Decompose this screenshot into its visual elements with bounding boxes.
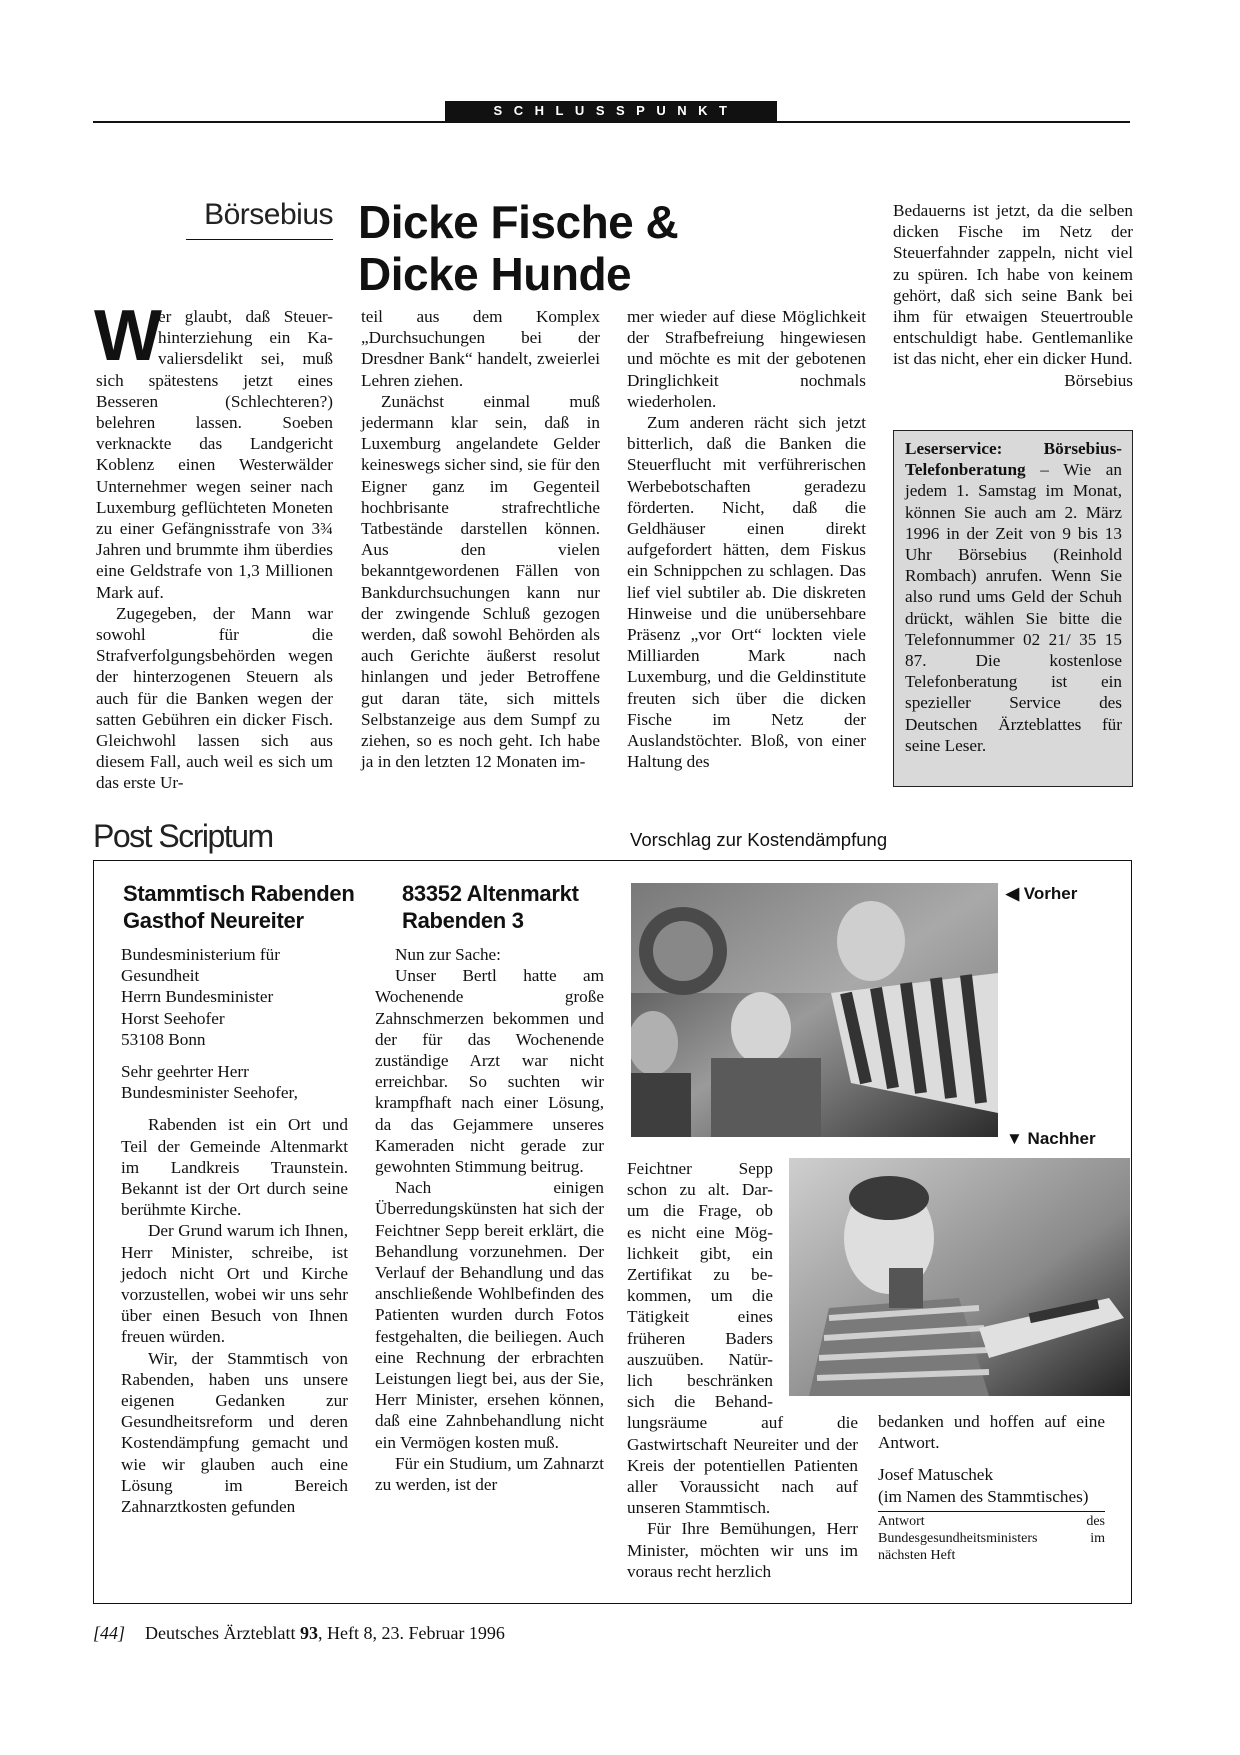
letter-column-3 [627,1158,858,1582]
letterhead-left-line-2: Gasthof Neureiter [123,908,304,933]
footer [93,1623,505,1644]
c3-line: es nicht eine Mög- [627,1222,773,1242]
c3-line: Feichtner Sepp [627,1159,773,1178]
headline-line-1: Dicke Fische & [358,196,679,248]
col3-paragraph-1: mer wieder auf diese Möglichkeit der Strafbefreiung hingewiesen und möchte es mit der gebotenen Dringlichkeit nochmals wiederholen. [627,307,866,411]
c3-line: sich die Behand- [627,1392,773,1412]
column-title-rule [186,239,333,240]
letterhead-right [402,880,579,934]
article-column-2 [361,306,600,772]
headline-line-2: Dicke Hunde [358,248,632,300]
letterhead-left-line-1: Stammtisch Rabenden [123,881,355,906]
salutation-line: Sehr geehrter Herr [121,1062,249,1082]
letterhead-right-line-2: Rabenden 3 [402,908,524,933]
letter-paragraph: Nun zur Sache: [395,945,501,964]
page-number: [44] [93,1623,126,1643]
photo-before [631,883,998,1137]
col3-paragraph-2: Zum anderen rächt sich jetzt bitterlich, daß die Banken die Steuerflucht mit verführerischen Werbebotschaften geradezu förderten. Nicht, daß die Geldhäuser einen direkt aufgefordert hätten, dem Fiskus ein Schnippchen zu schlagen. Das lief viel subtiler ab. Die diskreten Hinweise und die unübersehbare Präsenz „vor Ort“ lockten viele Milliarden Mark nach Luxemburg, und die Geldinstitute freuten sich über die dicken Fische im Netz der Auslandstöchter. Bloß, von einer Haltung des [627,413,866,772]
letter-paragraph: Für ein Studium, um Zahnarzt zu werden, ist der [375,1453,604,1495]
recipient-address [121,944,348,1050]
editor-note: Antwort des Bundesgesundheitsministers im nächsten Heft [878,1513,1105,1563]
letter-paragraph: Unser Bertl hatte am Wochenende große Zahnschmerzen bekommen und der für das Wochenende zuständige Arzt war nicht erreichbar. So suchten wir krampfhaft nach einer Lösung, da das Gejammere unseres Kameraden nicht gerade zur gewohnten Stimmung beitrug. [375,966,604,1177]
column-title: Börsebius [204,198,333,231]
article-column-1 [94,296,333,794]
section-label: SCHLUSSPUNKT [493,103,739,118]
col4-text: Bedauerns ist jetzt, da die selben dicken Fische im Netz der Steuerfahnder zappeln, nicht viel zu spüren. Ich habe von keinem gehört, daß sich seine Bank bei ihm für etwaigen Steuertrouble entschuldigt habe. Gentlemanlike ist das nicht, eher ein dicker Hund. [893,201,1133,369]
col4-paragraph-1 [893,200,1133,390]
letter-paragraph: lungsräume auf die Gastwirtschaft Neureiter und der Kreis der potentiellen Patienten aller Voraussicht nach auf unseren Stammtisch. [627,1413,858,1518]
letter-column-4 [878,1411,1105,1564]
section-banner [445,101,777,121]
c3-line: lich beschränken [627,1371,773,1391]
letter-signature [878,1464,1105,1506]
address-line: Gesundheit [121,966,200,986]
col1-line-3: valiersdelikt sei, muß [158,349,333,369]
col2-paragraph-2: Zunächst einmal muß jedermann klar sein, daß in Luxemburg angelandete Gelder keineswegs sicher sind, sie für den Eigner ganz im Gegenteil hochbrisante strafrechtliche Tatbestände darstellen können. Aus den vielen bekanntgewordenen Fällen von Bankdurchsuchungen kann nur der zwingende Schluß gezogen werden, daß sowohl Behörden als auch Gerichte äußerst resolut hinlangen und jeder Betroffene gut daran täte, sich mittels Selbstanzeige aus dem Sumpf zu ziehen, so es noch geht. Ich habe ja in den letzten 12 Monaten im- [361,391,600,772]
c3-line: kommen, um die [627,1286,773,1306]
c3-line: Tätigkeit eines [627,1307,773,1327]
col1-line-1: er glaubt, daß Steuer- [158,307,333,326]
letterhead-left [123,880,354,934]
header-rule [93,121,1130,123]
author-signature: Börsebius [1064,370,1133,390]
address-line: Horst Seehofer [121,1008,225,1028]
letter-paragraph: Nach einigen Überredungskünsten hat sich der Feichtner Sepp bereit erklärt, die Behandlung vorzunehmen. Der Verlauf der Behandlung und das anschließende Wohlbefinden des Patienten wurden durch Fotos festgehalten, die beiliegen. Auch eine Rechnung der erbrachten Leistungen liegt bei, aus der Sie, Herr Minister, ersehen können, daß eine Zahnbehandlung nicht ein Vermögen kosten muß. [375,1178,604,1452]
c3-line: schon zu alt. Dar- [627,1180,773,1200]
col1-line-2: hinterziehung ein Ka- [158,328,333,348]
letter-column-2 [375,944,604,1495]
salutation [121,1061,348,1103]
letter-column-1 [121,944,348,1517]
headline [358,196,858,300]
letterhead-right-line-1: 83352 Altenmarkt [402,881,579,906]
address-line: 53108 Bonn [121,1029,206,1049]
letter-paragraph: Rabenden ist ein Ort und Teil der Gemeinde Altenmarkt im Landkreis Traunstein. Bekannt ist der Ort durch seine berühmte Kirche. [121,1115,348,1220]
column-3-narrow-part [627,1158,773,1412]
letter-paragraph: bedanken und hoffen auf eine Antwort. [878,1412,1105,1453]
c3-line: früheren Baders [627,1328,773,1348]
letter-paragraph: Wir, der Stammtisch von Rabenden, haben uns unsere eigenen Gedanken zur Gesundheitsreform und deren Kostendämpfung gemacht und wie wir glauben auch eine Lösung im Bereich Zahnarztkosten gefunden [121,1348,348,1517]
dropcap: W [94,296,162,376]
postscriptum-caption: Vorschlag zur Kostendämpfung [630,829,888,850]
address-line: Herrn Bundesminister [121,987,274,1007]
journal-name: Deutsches Ärzteblatt [145,1623,300,1643]
letter-paragraph: Für Ihre Bemühungen, Herr Minister, möchten wir uns im voraus recht herzlich [627,1519,858,1581]
article-column-3 [627,306,866,772]
address-line: Bundesministerium für [121,945,280,964]
reader-service-body: – Wie an jedem 1. Samstag im Monat, können Sie auch am 2. März 1996 in der Zeit von 9 bis 13 Uhr Börsebius (Reinhold Rombach) anrufen. Wenn Sie also rund ums Geld der Schuh drückt, wählen Sie bitte die Telefonnummer 02 21/ 35 15 87. Die kostenlose Telefonberatung ist ein spezieller Service des Deutschen Ärzteblattes für seine Leser. [905,460,1122,755]
c3-line: um die Frage, ob [627,1201,773,1221]
reader-service-text [905,438,1122,756]
col1-paragraph-1: sich spätestens jetzt eines Besseren (Schlechteren?) belehren lassen. Soeben verknackte das Landgericht Koblenz einen Westerwälder Unternehmer wegen seiner nach Luxemburg geflüchteten Moneten zu einer Gefängnisstrafe von 3¾ Jahren und brummte ihm überdies eine Geldstrafe von 1,3 Millionen Mark auf. [96,370,333,602]
reader-service-title: Leserservice: Börsebius-Telefonberatung [905,439,1122,480]
journal-volume: 93 [299,1623,318,1643]
reader-service-box [893,430,1133,787]
col2-paragraph-1: teil aus dem Komplex „Durchsuchungen bei der Dresdner Bank“ handelt, zweierlei Lehren ziehen. [361,307,600,390]
article-column-4 [893,200,1133,391]
label-before: ◀ Vorher [1006,884,1078,903]
c3-line: lichkeit gibt, ein [627,1243,773,1263]
photo-before-image [631,883,998,1137]
label-after: ▼ Nachher [1006,1129,1096,1148]
letter-paragraph: Der Grund warum ich Ihnen, Herr Minister, schreibe, ist jedoch nicht Ort und Kirche vorzustellen, wobei wir uns sehr über einen Besuch von Ihnen freuen würden. [121,1221,348,1347]
signature-name: Josef Matuschek [878,1465,994,1485]
note-rule [878,1511,1105,1512]
postscriptum-title: Post Scriptum [93,818,273,854]
signature-note: (im Namen des Stammtisches) [878,1486,1089,1506]
c3-line: auszuüben. Natür- [627,1349,773,1369]
journal-issue: , Heft 8, 23. Februar 1996 [317,1623,505,1643]
salutation-line: Bundesminister Seehofer, [121,1083,298,1103]
c3-line: Zertifikat zu be- [627,1265,773,1285]
col1-paragraph-2: Zugegeben, der Mann war sowohl für die Strafverfolgungsbehörden wegen der hinterzogenen Steuern als auch für die Banken wegen der satten Gebühren ein dicker Fisch. Gleichwohl lassen sich aus diesem Fall, auch weil es sich um das erste Ur- [96,603,333,793]
